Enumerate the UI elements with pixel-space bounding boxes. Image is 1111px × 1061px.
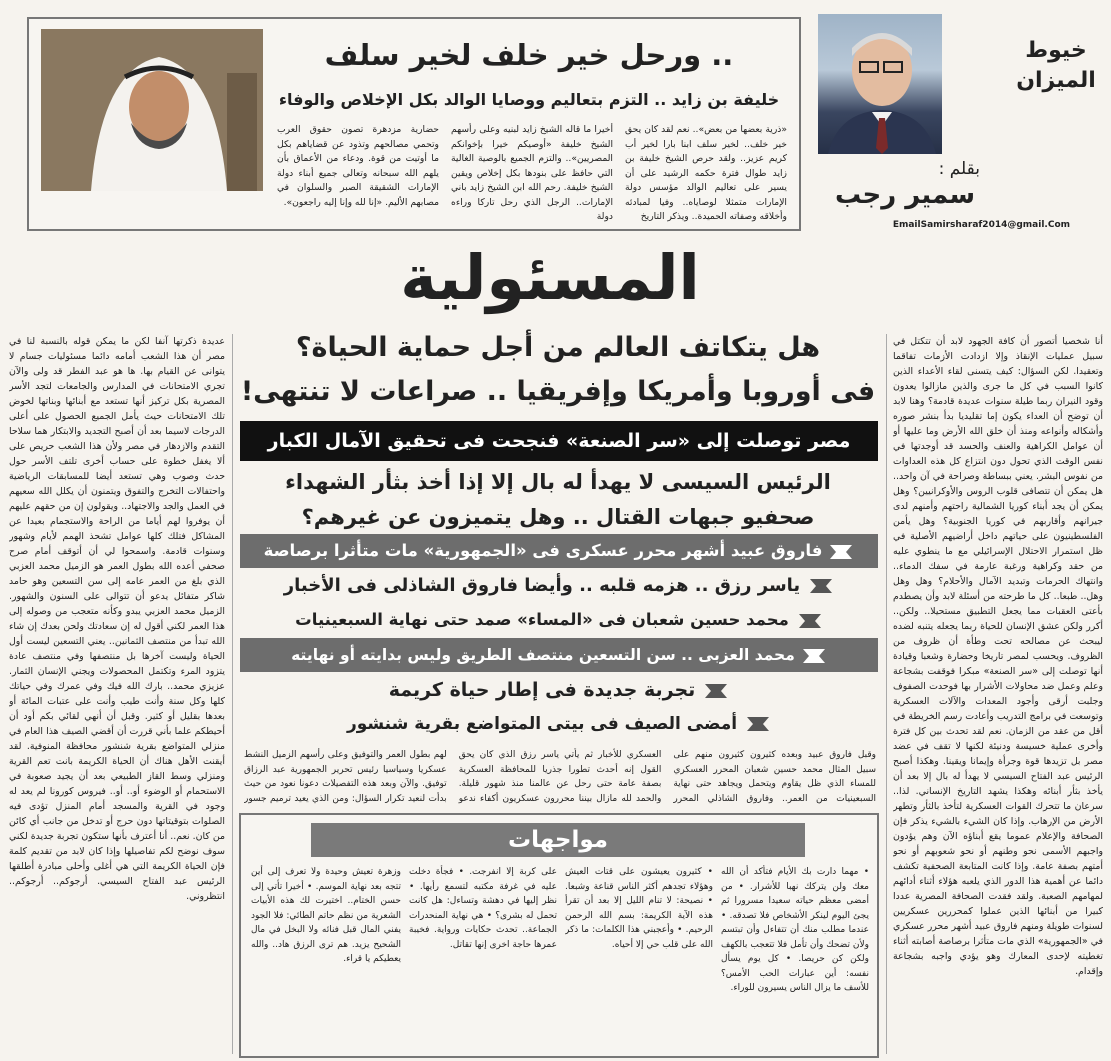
top-subheadline: خليفة بن زايد .. التزم بتعاليم ووصايا الوالد بكل الإخلاص والوفاء [278,90,780,109]
top-col-2: أخيرا ما قاله الشيخ زايد لبنيه وعلى رأسهم الشيخ خليفة «أوصيكم خيرا بإخوانكم المصريين».. والتزم الجميع بالوصية الغالية التي حافظ على بنودها بكل إخلاص ويقين الشيخ خليفة. رحم الله ابن الشيخ زايد باني الإمارات.. الرجل الذي رحل تاركا وراءه دولة [451,124,613,222]
headline-1b: فى أوروبا وأمريكا وإفريقيا .. صراعات لا تنتهى! [240,376,876,407]
top-col-3: حضارية مزدهرة تصون حقوق العرب وتحمي مصالحهم وتذود عن قضاياهم بكل ما أوتيت من قوة. ودعاء من الأعماق بأن يلهم الله سبحانه وتعالى جميع أبناء دولة الإمارات الشقيقة الصبر والسلوان في مصابهم الأليم. «إنا لله وإنا إليه راجعون». [277,124,439,208]
chevron-marker-icon [703,681,729,701]
main-title: المسئولية [400,241,700,314]
sheikh-photo [41,29,263,191]
author-portrait [818,14,942,154]
headline-3b: صحفيو جبهات القتال .. وهل يتميزون عن غيرهم؟ [301,505,815,529]
mawajhat-title: مواجهات [507,827,609,853]
item-bar-1 [240,534,878,568]
mawajhat-col-3: على كربة إلا انفرجت. • فجأة دخلت عليه في غرفة مكتبه لتسمع رأيها. • نظر إليها في دهشة وتساءل: هل كانت تحمل له بشرى؟ • هي نهاية المنحدرات الجماعة.. تحدث حكايات ورواية. فخيبة عمرها حاجة اخرى إنها تقاتل. [409,867,557,950]
body-left-column: عديدة ذكرتها آنفا لكن ما يمكن قوله بالنسبة لنا في مصر أن هذا الشعب أمامه دائما مسئوليات جسام لا يتوانى عن القيام بها. ها هو عبد الفطر قد ولى والآن تجري الامتحانات في المدارس والجامعات لتجد الأسر المصرية بكل تركيز أنها تستعد مع أبنائها وبناتها لخوض تلك الامتحانات حيث يأمل الجميع الحصول على أعلى الدرجات لاسيما بعد أن أصبح التجديد والابتكار هما سلاحا التقدم والازدهار في مصر ولأن هذا الشعب حريص على ألا يغفل خطوة على حساب أخرى تلتف الأسر حول حدث وصوب وهي تستعد أيضا للمسابقات الرياضية واحتفالات التخرج والتفوق ويتمنون أن يكلل الله سعيهم في العمل والجد والاجتهاد.. ويقولون إن من حقهم عليهم أن يوفروا لهم أياما من الراحة والاستجمام بعيدا عن المشاكل فتلك كلها عوامل تشحذ الهمم لأيام وشهور وسنوات قادمة. واسمحوا لي أن أتوقف أمام صرح صحفي أعده الله بطول العمر هو الزميل محمد العزبي الذي بلغ من العمر عامه إلى سن التسعين وهو حامد شاكر متفائل يدعو أن تتوالى على السنون والشهور. الزميل محمد العزبي يبدو وكأنه متعجب من وصوله إلى هذا العمر لكني أقول له إن سعادتك ولحن بعدك إن شاء الله تبدأ من منتصف الثمانين.. يعني التسعين ليست أول الحياة وليست آخرها بل منتصفها وفي منتصف عادة يتزود المرء وتكتمل المحصولات ويجني الإنسان الثمار. عزيزي محمد.. بارك الله فيك وفي عمرك وفي حياتك كلها وكل سنة وأنت طيب وأنت على عتبات المائة أو بعدها بقليل أو كثير. وقبل أن أنهي لقائي بكم أود أن أحيطكم علما بأني قررت أن أقضي الصيف هذا العام في منزلي المتواضع بقرية شنشور محافظة المنوفية. لقد أيقنت الأهل هناك أن الحياة الكريمة بانت تعم القرية ومنزلي وسط القاز الطبيعي بعد أن يجيد صعوبة في الاستحمام أو الوضوء أو.. أو.. فيروس كورونا لم يعد له وجود في القرية والمسجد أمام المنزل تؤدى فيه الصلوات بتوقيتاتها دون حرج أو تدخل من جانب أي كائن من كان. نعم.. أنا أعترف بأنها ستكون تجربة جديدة لكني سوف نوضح لكم تفاصيلها وإذا كان لابد من تقديم كلمة فإن الحياة الكريمة التي هي أغلى وأحلى مبادرة أطلقها الرئيس عبد الفتاح السيسي. أرجوكم.. أرجوكم.. انتظروني. [9,336,225,902]
mawajhat-box [239,813,879,1058]
chevron-marker-icon [797,611,823,631]
item-2-label: ياسر رزق .. هزمه قلبه .. وأيضا فاروق الشاذلى فى الأخبار [283,575,801,596]
item-line-6 [240,707,878,741]
top-col-1: «ذرية بعضها من بعض».. نعم لقد كان يحق خير خلف.. لخير سلف ابنا بارا لخير أب كريم عزيز.. ولقد حرص الشيخ خليفة بن زايد طوال فترة حكمه الرشيد على أن يسير على تعاليم الوالد مؤسس دولة الإمارات متمثلا لوصاياه.. وفيا لمبادئه وأخلاقه وصفاته الحميدة.. ويذكر التاريخ [625,124,787,222]
sheikh-portrait [41,29,263,191]
item-1-label: فاروق عبيد أشهر محرر عسكرى فى «الجمهورية» مات متأثرا برصاصة [263,541,823,560]
item-3-label: محمد حسين شعبان فى «المساء» صمد حتى نهاية السبعينيات [295,610,789,629]
headline-1a: هل يتكاتف العالم من أجل حماية الحياة؟ [295,332,821,363]
item-4-label: محمد العزبى .. سن التسعين منتصف الطريق وليس بدايته أو نهايته [291,646,795,664]
mawajhat-col-4: وزهرة تعيش وحيدة ولا تعرف إلى أين تتجه بعد نهاية الموسم. • أخيرا تأتي إلى حسن الختام.. اختيرت لك هذه الأبيات الشعرية من نظم حاتم الطائي: فلا الجود يفني المال قبل فنائه ولا البخل في مال الشحيح يزيد. هم ترى الرزق هاد.. والله يعطيكم يا قراء. [251,867,401,964]
column-divider [232,334,233,1054]
item-line-2 [240,569,878,603]
author-name: سمير رجب [834,180,976,210]
item-5-label: تجربة جديدة فى إطار حياة كريمة [388,679,696,701]
item-6-label: أمضى الصيف فى بيتى المتواضع بقرية شنشور [346,714,738,734]
author-photo [818,14,942,154]
top-story-box [27,17,801,231]
item-line-3 [240,603,878,637]
column-header [810,8,1104,230]
chevron-marker-icon [801,646,827,666]
item-line-5 [240,673,878,707]
column-name-line2: الميزان [1016,68,1096,93]
mawajhat-col-2: • كثيرون يعيشون على قتات العيش وهؤلاء تجدهم أكثر الناس قناعة وشبعا. • نصيحة: لا تنام الليل إلا بعد أن تقرأ هذه الآية الكريمة: بسم الله الرحمن الرحيم. • وأعجبني هذا الكلمات: ما ذكر الله على قلب حي إلا أحياه. [565,867,713,950]
headline-2-bar: مصر توصلت إلى «سر الصنعة» فنجحت فى تحقيق الآمال الكبار [240,421,878,461]
top-headline: .. ورحل خير خلف لخير سلف [324,38,734,72]
column-name-line1: خيوط [1025,38,1087,63]
body-right-column: أنا شخصيا أتصور أن كافة الجهود لابد أن تتكتل في سبيل عمليات الإنقاذ وإلا ازدادت الأزمات تفاقما وتعقيدا. لكن السؤال: كيف يتسنى لقاء الأعداء الذين كانوا السبب في كل ما جرى والذين مازالوا يعدون وقود النيران ربما طيلة سنوات عديدة قادمة؟ وهنا لابد أن توضح أن العداء يكون إما تقليديا بدأ بنشر صوره وأشكاله وأنواعه ومنذ أن خلق الله الأرض وما عليها أو أن عوامل الكراهية والعنف والحسد قد أوجدتها في نفس الوقت الذي تحول دون انتزاع كل هذه العداوات من نفوس البشر. يعني ببساطة وصراحة في آن واحد.. هل يمكن أن تتصافى قلوب الروس والأوكرانيين؟ وهل يمكن أن يجد أبناء كوريا الشمالية راحتهم وأمنهم لدى جيرانهم وأقاربهم في كوريا الجنوبية؟ وهل يأمن الفلسطينيون على حياتهم داخل أراضيهم الأصلية في ظل استمرار الاحتلال الإسرائيلي مع ما ينطوي عليه من حقد وكراهية ورغبة عارمة في سفك الدماء.. وانتهاك الحرمات وتبديد الآمال والأحلام؟ وهل وهل وهل.. طبعا.. كل ما طرحته من أسئلة لابد وأن يصطدم بأعتى العقبات مما يجعل التطبيق مستحيلا.. ولكن.. أكرر ولكن عشق الإنسان للحياة ربما يجعله يتنبه لضده ليبحث عن مصالحه تحت وطأة أن ظروف من الظروف. ويحسب لمصر تاريخا وحضارة وشعبا وقيادة أنها توصلت إلى «سر الصنعة» مبكرا فوقفت بشجاعة وعلم وعمل ضد محاولات الأشرار بها فوحدت الصفوف وجلبت أرقى وأجود المعدات والآلات العسكرية وتوسعت في برامج التدريب وأعادت رسم الخريطة في أقل من عقد من الزمان. نعم لقد تحدث بين كل فترة وأخرى عملية خسيسة ودنيئة لكنها لا تقف في عضد مصر بل تزيدها قوة وجرأة وإيمانا ويقينا. وهكذا أصبح الرئيس عبد الفتاح السيسي لا يهدأ له بال إلا بعد أن يأخذ بثأر أبنائه وهكذا يشهد التاريخ الإنساني. لذا.. سرعان ما تتحرك القوات العسكرية لتأخذ بالثأر وتطهر الأرض من الإرهاب. وإذا كان الشيء بالشيء يذكر فإن الصحافة والإعلام عموما يقع أبناؤه الآن وهم يؤدون واجبهم الأسمى نحو وطنهم أو نحو شعوبهم أو نحو أمتهم بصفة عامة. وإذا كانت المتابعة الصحفية تكشف دائما عن أهمية هذا الدور الذي يلعبه هؤلاء أثناء أدائهم لمهامهم الصعبة. ولقد فقدت الصحافة المصرية عددا كبيرا من أبنائها الذين عملوا كمحررين عسكريين لسنوات طويلة ومنهم فاروق عبيد أشهر محرر عسكري في «الجمهورية» الذي مات متأثرا برصاصة أصابته أثناء تغطيته لإحدى المعارك وهو يؤدي واجبه بشجاعة وإقدام. [893,336,1103,977]
chevron-marker-icon [745,714,771,734]
chevron-marker-icon [808,576,834,596]
chevron-marker-icon [828,542,854,562]
item-bar-4 [240,638,878,672]
byline: بقلم : [938,159,980,179]
column-name [1012,36,1100,96]
author-email: EmailSamirsharaf2014@gmail.Com [892,220,1070,230]
mawajhat-title-bar [311,823,805,857]
mawajhat-col-1: • مهما دارت بك الأيام فتأكد أن الله معك ولن يتركك نهبا للأشرار. • من أمضى معظم حياته سعيدا مسرورا ثم يجئ اليوم لينكر الأشخاص فلا تصدقه. • عندما مطلب منك أن تتفاءل وأن تبتسم ولأن تضحك وأن تأمل فلا تتعجب بالكهف ولكن كن حريصا. • كل يوم يسأل نفسه: أين عبارات الحب الأمس؟ للأسف ما يزال الناس يسيرون للوراء. [721,867,869,993]
column-divider [886,334,887,1054]
headline-3a: الرئيس السيسى لا يهدأ له بال إلا إذا أخذ بثأر الشهداء [285,470,831,494]
body-mid-column: وقبل فاروق عبيد وبعده كثيرون كثيرون منهم على سبيل المثال محمد حسين شعبان المحرر العسكري للمساء الذي ظل يقاوم ويتحمل ويجاهد حتى نهاية السبعينيات من العمر.. وفاروق الشاذلي المحرر العسكري للأخبار ثم يأتي ياسر رزق الذي كان يحق القول إنه أحدث تطورا جذريا للمحافظة العسكرية بصفة عامة حتى رحل عن عالمنا منذ شهور قليلة. والحمد لله مازال بيننا محررون عسكريون أكفاء ندعو لهم بطول العمر والتوفيق وعلى رأسهم الزميل النشط عسكريا وسياسيا رئيس تحرير الجمهورية عبد الرزاق توفيق. والآن وبعد هذه التفصيلات دعونا نعود من حيث بدأت لنعيد تكرار السؤال: ومن الذي يعيد ترميم جسور [244,750,876,804]
